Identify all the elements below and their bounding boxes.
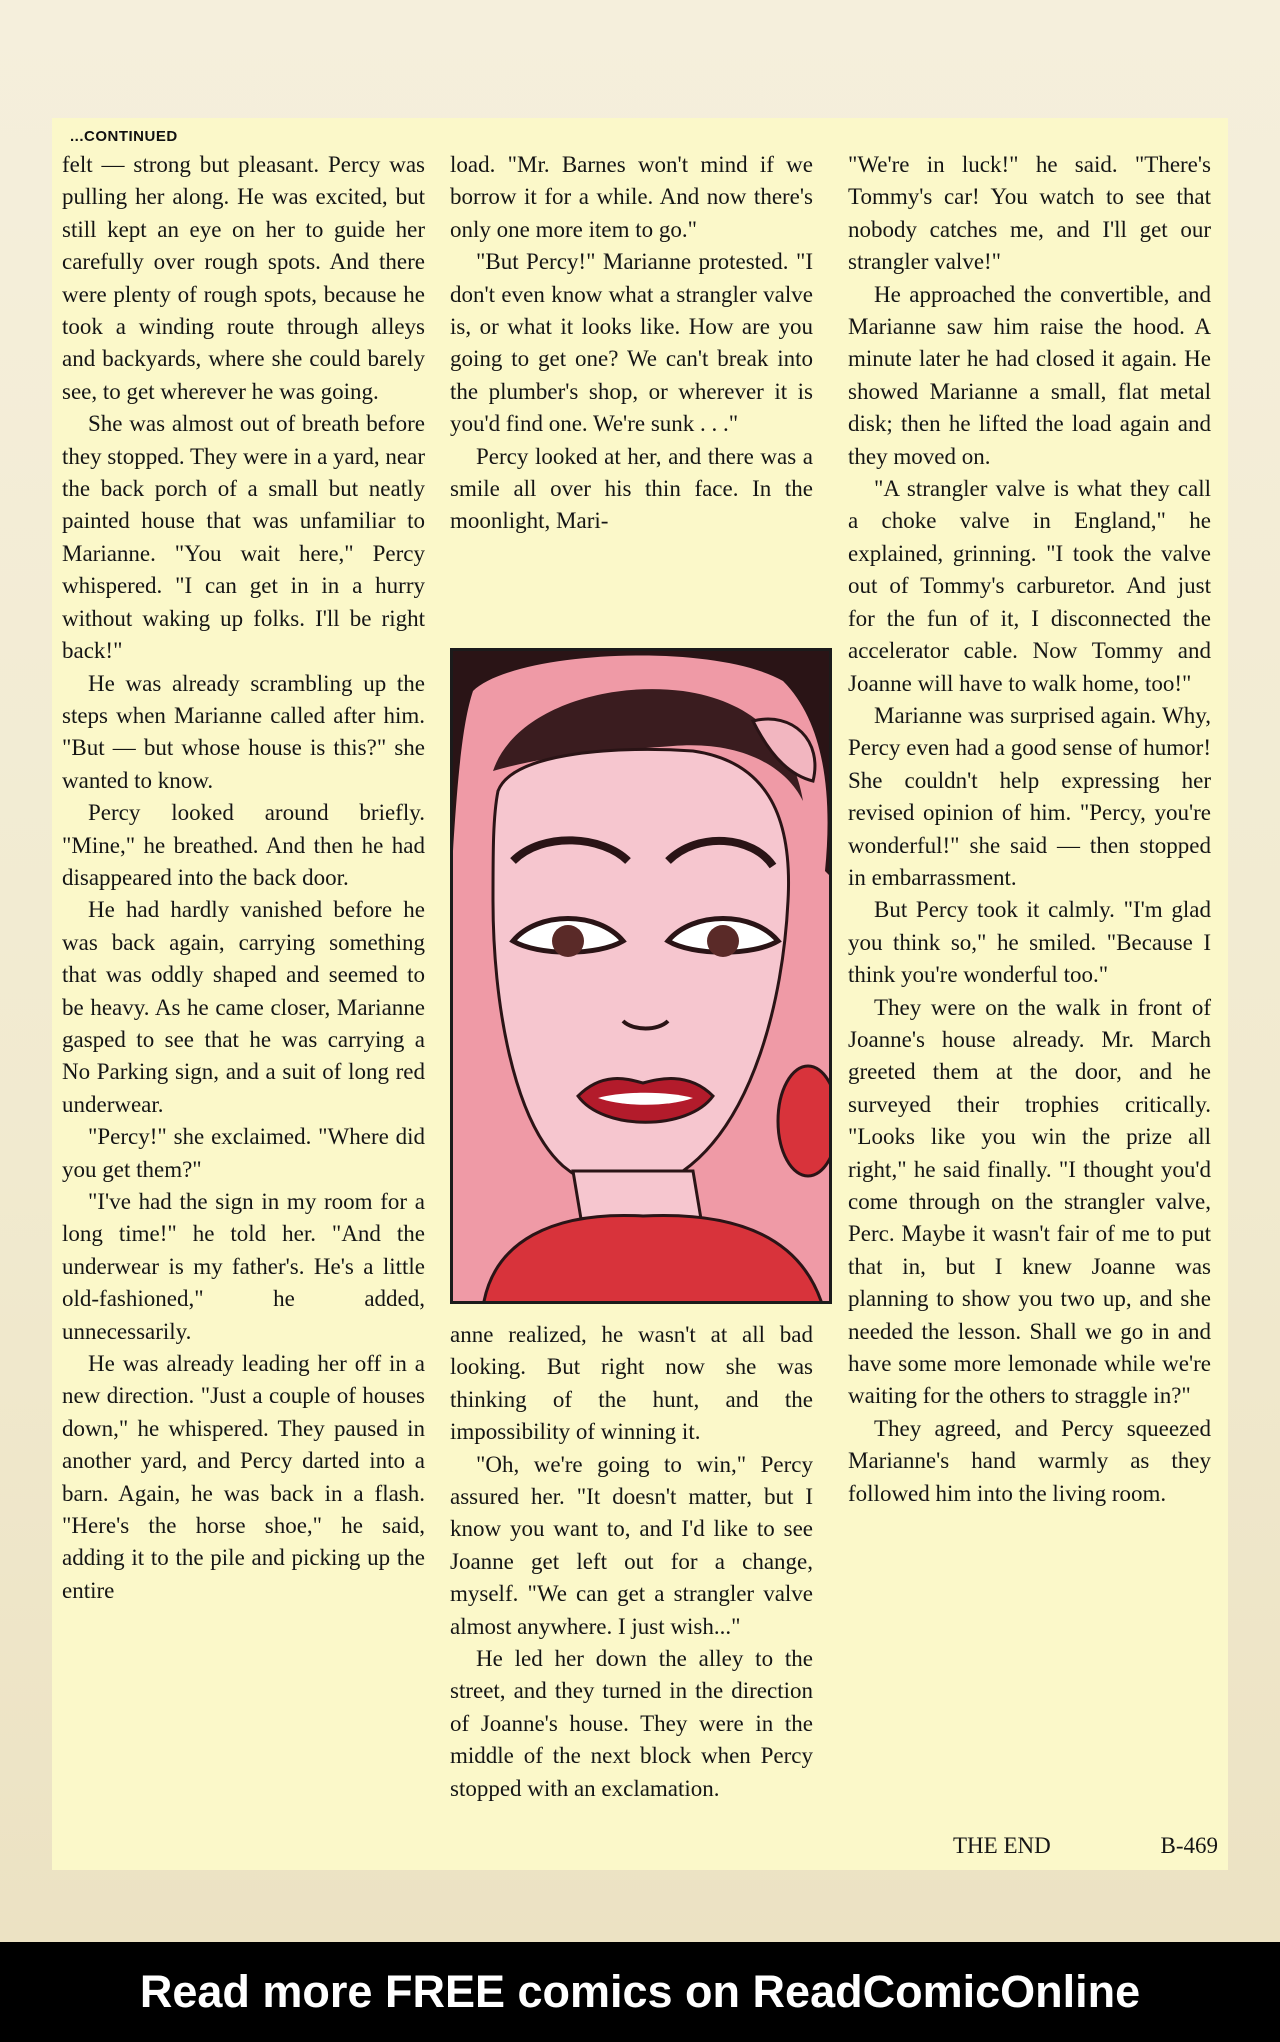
story-column-2-top — [450, 149, 813, 538]
continued-label: ...CONTINUED — [70, 128, 178, 145]
paragraph: "But Percy!" Marianne protested. "I don't even know what a strangler valve is, or what it looks like. How are you going to get one? We can't break into the plumber's shop, or wherever it is you'd find one. We're sunk . . ." — [450, 249, 813, 437]
right-iris — [707, 925, 739, 957]
earring — [778, 1066, 832, 1176]
story-column-2-bottom — [450, 1319, 813, 1805]
paragraph: load. "Mr. Barnes won't mind if we borrow it for a while. And now there's only one more item to go." — [450, 152, 813, 242]
paragraph: Percy looked around briefly. "Mine," he breathed. And then he had disappeared into the back door. — [62, 800, 425, 890]
paragraph: She was almost out of breath before they stopped. They were in a yard, near the back porch of a small but neatly painted house that was unfamiliar to Marianne. "You wait here," Percy whispered. "I can get in in a hurry without waking up folks. I'll be right back!" — [62, 411, 425, 664]
paragraph: He led her down the alley to the street, and they turned in the direction of Joanne's house. They were in the middle of the next block when Percy stopped with an exclamation. — [450, 1646, 813, 1801]
paragraph: Marianne was surprised again. Why, Percy even had a good sense of humor! She couldn't help expressing her revised opinion of him. "Percy, you're wonderful!" she said — then stopped in embarrassment. — [848, 702, 1211, 890]
illustration-panel — [450, 648, 832, 1304]
paragraph: "Percy!" she exclaimed. "Where did you get them?" — [62, 1124, 425, 1182]
promo-banner-text[interactable]: Read more FREE comics on ReadComicOnline — [139, 1966, 1141, 2017]
paragraph: He was already scrambling up the steps when Marianne called after him. "But — but whose house is this?" she wanted to know. — [62, 670, 425, 793]
paragraph: They agreed, and Percy squeezed Marianne's hand warmly as they followed him into the living room. — [848, 1415, 1211, 1506]
paragraph: He was already leading her off in a new direction. "Just a couple of houses down," he whispered. They paused in another yard, and Percy darted into a barn. Again, he was back in a flash. "Here's the horse shoe," he said, adding it to the pile and picking up the entire — [62, 1351, 425, 1603]
paragraph: felt — strong but pleasant. Percy was pulling her along. He was excited, but still kept an eye on her to guide her carefully over rough spots. And there were plenty of rough spots, because he took a winding route through alleys and backyards, where she could barely see, to get wherever he was going. — [62, 152, 425, 404]
paragraph: "We're in luck!" he said. "There's Tommy's car! You watch to see that nobody catches me, and I'll get our strangler valve!" — [848, 152, 1211, 275]
story-footer — [848, 1833, 1218, 1859]
paragraph: He approached the convertible, and Marianne saw him raise the hood. A minute later he had closed it again. He showed Marianne a small, flat metal disk; then he lifted the load again and they moved on. — [848, 281, 1211, 469]
paragraph: "A strangler valve is what they call a choke valve in England," he explained, grinning. "I took the valve out of Tommy's carburetor. And just for the fun of it, I disconnected the accelerator cable. Now Tommy and Joanne will have to walk home, too!" — [848, 476, 1211, 696]
paragraph: anne realized, he wasn't at all bad looking. But right now she was thinking of the hunt, and the impossibility of winning it. — [450, 1322, 813, 1445]
paragraph: But Percy took it calmly. "I'm glad you think so," he smiled. "Because I think you're wonderful too." — [848, 897, 1211, 988]
paragraph: He had hardly vanished before he was back again, carrying something that was oddly shaped and seemed to be heavy. As he came closer, Marianne gasped to see that he was carrying a No Parking sign, and a suit of long red underwear. — [62, 897, 425, 1117]
page-code: B-469 — [1160, 1833, 1218, 1858]
paragraph: Percy looked at her, and there was a smile all over his thin face. In the moonlight, Mari- — [450, 443, 813, 534]
story-column-3 — [848, 149, 1211, 1510]
paragraph: "I've had the sign in my room for a long time!" he told her. "And the underwear is my father's. He's a little old-fashioned," he added, unnecessarily. — [62, 1189, 425, 1344]
paragraph: "Oh, we're going to win," Percy assured her. "It doesn't matter, but I know you want to, and I'd like to see Joanne get left out for a change, myself. "We can get a strangler valve almost anywhere. I just wish..." — [450, 1451, 813, 1639]
story-column-1 — [62, 149, 425, 1607]
paragraph: They were on the walk in front of Joanne's house already. Mr. March greeted them at the door, and he surveyed their trophies critically. "Looks like you win the prize all right," he said finally. "I thought you'd come through on the strangler valve, Perc. Maybe it wasn't fair of me to put that in, but I knew Joanne was planning to show you two up, and she needed the lesson. Shall we go in and have some more lemonade while we're waiting for the others to straggle in?" — [848, 994, 1211, 1409]
the-end-label: THE END — [953, 1833, 1051, 1858]
left-iris — [552, 925, 584, 957]
woman-portrait-illustration — [453, 651, 832, 1304]
promo-banner[interactable] — [0, 1942, 1280, 2042]
